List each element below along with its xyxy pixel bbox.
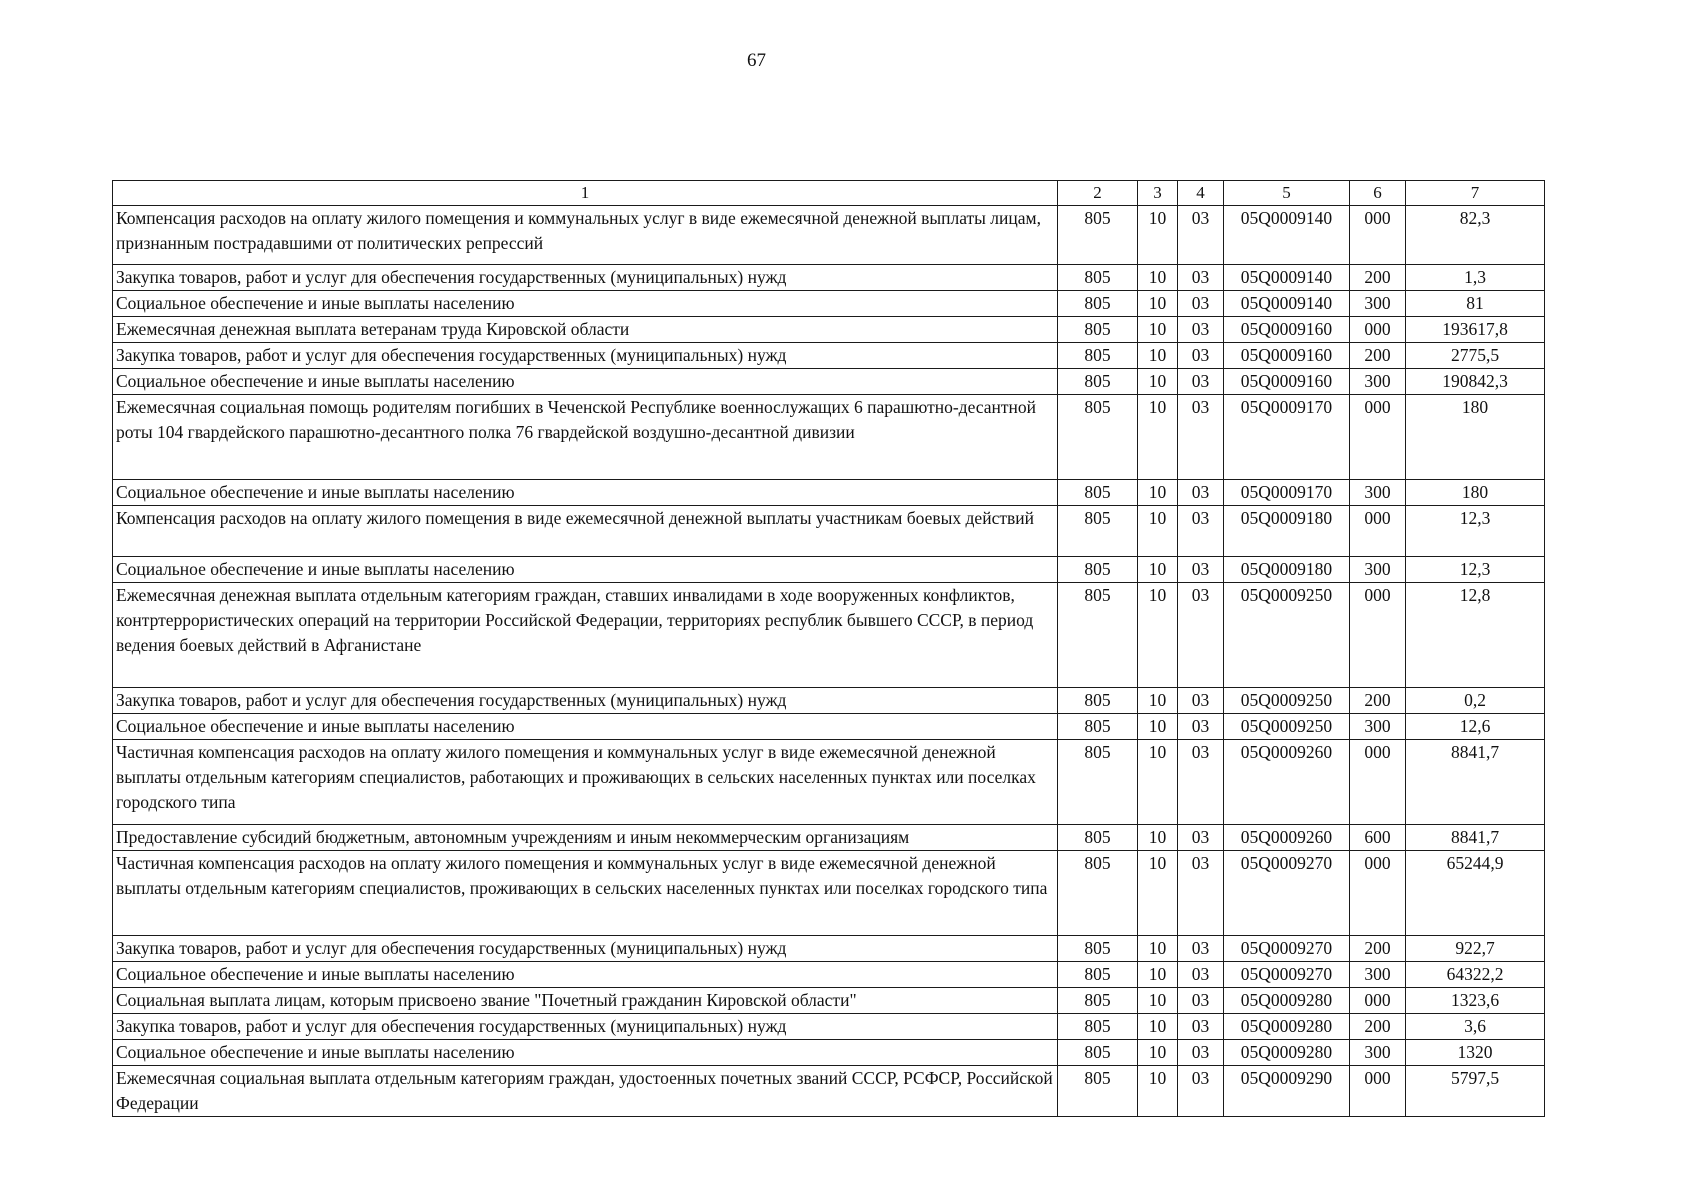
row-admin-code-cell: 805	[1058, 1014, 1138, 1040]
row-name-cell: Социальное обеспечение и иные выплаты населению	[113, 291, 1058, 317]
row-admin-code-cell: 805	[1058, 851, 1138, 936]
row-subsection-cell: 03	[1178, 291, 1224, 317]
row-expense-type-cell: 200	[1350, 343, 1406, 369]
row-expense-type-cell: 300	[1350, 291, 1406, 317]
row-subsection-cell: 03	[1178, 557, 1224, 583]
table-row	[113, 206, 1545, 265]
row-section-cell: 10	[1138, 1066, 1178, 1117]
row-admin-code-cell: 805	[1058, 343, 1138, 369]
row-target-article-cell: 05Q0009140	[1224, 291, 1350, 317]
table-header	[113, 181, 1545, 206]
row-target-article-cell: 05Q0009140	[1224, 265, 1350, 291]
row-admin-code-cell: 805	[1058, 317, 1138, 343]
row-admin-code-cell: 805	[1058, 714, 1138, 740]
row-admin-code-cell: 805	[1058, 395, 1138, 480]
row-name-cell: Социальное обеспечение и иные выплаты населению	[113, 962, 1058, 988]
table-row	[113, 740, 1545, 825]
row-subsection-cell: 03	[1178, 1040, 1224, 1066]
row-expense-type-cell: 000	[1350, 506, 1406, 557]
row-section-cell: 10	[1138, 962, 1178, 988]
header-col-1: 1	[113, 181, 1058, 206]
table-row	[113, 343, 1545, 369]
row-admin-code-cell: 805	[1058, 369, 1138, 395]
row-section-cell: 10	[1138, 343, 1178, 369]
row-expense-type-cell: 300	[1350, 480, 1406, 506]
row-amount-cell: 5797,5	[1406, 1066, 1545, 1117]
row-target-article-cell: 05Q0009270	[1224, 936, 1350, 962]
row-section-cell: 10	[1138, 369, 1178, 395]
row-admin-code-cell: 805	[1058, 265, 1138, 291]
row-section-cell: 10	[1138, 988, 1178, 1014]
table-row	[113, 506, 1545, 557]
row-section-cell: 10	[1138, 557, 1178, 583]
row-expense-type-cell: 200	[1350, 936, 1406, 962]
row-target-article-cell: 05Q0009180	[1224, 557, 1350, 583]
row-target-article-cell: 05Q0009260	[1224, 825, 1350, 851]
row-expense-type-cell: 000	[1350, 583, 1406, 688]
row-section-cell: 10	[1138, 480, 1178, 506]
row-admin-code-cell: 805	[1058, 825, 1138, 851]
row-expense-type-cell: 300	[1350, 962, 1406, 988]
row-subsection-cell: 03	[1178, 506, 1224, 557]
header-row	[113, 181, 1545, 206]
row-admin-code-cell: 805	[1058, 962, 1138, 988]
row-amount-cell: 12,6	[1406, 714, 1545, 740]
header-col-2: 2	[1058, 181, 1138, 206]
row-subsection-cell: 03	[1178, 480, 1224, 506]
row-section-cell: 10	[1138, 1014, 1178, 1040]
row-expense-type-cell: 300	[1350, 714, 1406, 740]
row-amount-cell: 922,7	[1406, 936, 1545, 962]
table-row	[113, 583, 1545, 688]
table-row	[113, 1014, 1545, 1040]
row-admin-code-cell: 805	[1058, 480, 1138, 506]
row-amount-cell: 193617,8	[1406, 317, 1545, 343]
row-subsection-cell: 03	[1178, 317, 1224, 343]
row-subsection-cell: 03	[1178, 740, 1224, 825]
row-expense-type-cell: 000	[1350, 988, 1406, 1014]
row-amount-cell: 12,3	[1406, 557, 1545, 583]
row-subsection-cell: 03	[1178, 1014, 1224, 1040]
table-body	[113, 206, 1545, 1117]
row-amount-cell: 3,6	[1406, 1014, 1545, 1040]
table-row	[113, 714, 1545, 740]
row-admin-code-cell: 805	[1058, 936, 1138, 962]
row-amount-cell: 81	[1406, 291, 1545, 317]
header-col-4: 4	[1178, 181, 1224, 206]
row-section-cell: 10	[1138, 936, 1178, 962]
table-row	[113, 369, 1545, 395]
row-subsection-cell: 03	[1178, 988, 1224, 1014]
table-row	[113, 851, 1545, 936]
row-target-article-cell: 05Q0009140	[1224, 206, 1350, 265]
table-row	[113, 936, 1545, 962]
row-section-cell: 10	[1138, 395, 1178, 480]
row-admin-code-cell: 805	[1058, 740, 1138, 825]
row-expense-type-cell: 000	[1350, 1066, 1406, 1117]
row-target-article-cell: 05Q0009160	[1224, 343, 1350, 369]
row-subsection-cell: 03	[1178, 206, 1224, 265]
row-admin-code-cell: 805	[1058, 506, 1138, 557]
row-expense-type-cell: 000	[1350, 317, 1406, 343]
row-expense-type-cell: 600	[1350, 825, 1406, 851]
row-name-cell: Ежемесячная социальная помощь родителям погибших в Чеченской Республике военнослужащих 6 парашютно-десантной роты 104 гвардейского парашютно-десантного полка 76 гвардейской воздушно-десантной дивизии	[113, 395, 1058, 480]
row-expense-type-cell: 200	[1350, 1014, 1406, 1040]
row-target-article-cell: 05Q0009270	[1224, 962, 1350, 988]
row-target-article-cell: 05Q0009250	[1224, 583, 1350, 688]
row-amount-cell: 8841,7	[1406, 740, 1545, 825]
row-amount-cell: 1,3	[1406, 265, 1545, 291]
row-amount-cell: 12,8	[1406, 583, 1545, 688]
table-row	[113, 962, 1545, 988]
row-subsection-cell: 03	[1178, 583, 1224, 688]
row-subsection-cell: 03	[1178, 369, 1224, 395]
table-row	[113, 1066, 1545, 1117]
row-subsection-cell: 03	[1178, 265, 1224, 291]
row-section-cell: 10	[1138, 740, 1178, 825]
row-amount-cell: 82,3	[1406, 206, 1545, 265]
row-name-cell: Закупка товаров, работ и услуг для обеспечения государственных (муниципальных) нужд	[113, 936, 1058, 962]
row-amount-cell: 0,2	[1406, 688, 1545, 714]
row-section-cell: 10	[1138, 825, 1178, 851]
table-row	[113, 265, 1545, 291]
row-expense-type-cell: 000	[1350, 851, 1406, 936]
row-name-cell: Ежемесячная денежная выплата ветеранам труда Кировской области	[113, 317, 1058, 343]
row-name-cell: Закупка товаров, работ и услуг для обеспечения государственных (муниципальных) нужд	[113, 343, 1058, 369]
row-name-cell: Частичная компенсация расходов на оплату жилого помещения и коммунальных услуг в виде ежемесячной денежной выплаты отдельным категориям специалистов, проживающих в сельских населенных пунктах или поселках городского типа	[113, 851, 1058, 936]
row-expense-type-cell: 200	[1350, 688, 1406, 714]
row-amount-cell: 8841,7	[1406, 825, 1545, 851]
row-section-cell: 10	[1138, 506, 1178, 557]
row-name-cell: Социальное обеспечение и иные выплаты населению	[113, 1040, 1058, 1066]
row-expense-type-cell: 300	[1350, 369, 1406, 395]
row-admin-code-cell: 805	[1058, 206, 1138, 265]
row-section-cell: 10	[1138, 291, 1178, 317]
row-amount-cell: 1323,6	[1406, 988, 1545, 1014]
row-subsection-cell: 03	[1178, 962, 1224, 988]
row-name-cell: Социальное обеспечение и иные выплаты населению	[113, 714, 1058, 740]
table-row	[113, 1040, 1545, 1066]
row-admin-code-cell: 805	[1058, 557, 1138, 583]
table-row	[113, 988, 1545, 1014]
row-target-article-cell: 05Q0009170	[1224, 395, 1350, 480]
header-col-5: 5	[1224, 181, 1350, 206]
row-admin-code-cell: 805	[1058, 1040, 1138, 1066]
page-number: 67	[747, 50, 766, 71]
row-name-cell: Компенсация расходов на оплату жилого помещения в виде ежемесячной денежной выплаты участникам боевых действий	[113, 506, 1058, 557]
row-target-article-cell: 05Q0009260	[1224, 740, 1350, 825]
row-name-cell: Закупка товаров, работ и услуг для обеспечения государственных (муниципальных) нужд	[113, 1014, 1058, 1040]
row-subsection-cell: 03	[1178, 395, 1224, 480]
row-name-cell: Компенсация расходов на оплату жилого помещения и коммунальных услуг в виде ежемесячной денежной выплаты лицам, признанным пострадавшими от политических репрессий	[113, 206, 1058, 265]
row-admin-code-cell: 805	[1058, 1066, 1138, 1117]
row-name-cell: Ежемесячная социальная выплата отдельным категориям граждан, удостоенных почетных званий СССР, РСФСР, Российской Федерации	[113, 1066, 1058, 1117]
row-amount-cell: 2775,5	[1406, 343, 1545, 369]
row-name-cell: Социальная выплата лицам, которым присвоено звание "Почетный гражданин Кировской области"	[113, 988, 1058, 1014]
row-expense-type-cell: 000	[1350, 206, 1406, 265]
row-target-article-cell: 05Q0009280	[1224, 1040, 1350, 1066]
row-target-article-cell: 05Q0009180	[1224, 506, 1350, 557]
row-target-article-cell: 05Q0009290	[1224, 1066, 1350, 1117]
row-expense-type-cell: 000	[1350, 395, 1406, 480]
row-name-cell: Социальное обеспечение и иные выплаты населению	[113, 557, 1058, 583]
row-target-article-cell: 05Q0009160	[1224, 369, 1350, 395]
table-row	[113, 688, 1545, 714]
table-row	[113, 825, 1545, 851]
row-name-cell: Частичная компенсация расходов на оплату жилого помещения и коммунальных услуг в виде ежемесячной денежной выплаты отдельным категориям специалистов, работающих и проживающих в сельских населенных пунктах или поселках городского типа	[113, 740, 1058, 825]
row-name-cell: Социальное обеспечение и иные выплаты населению	[113, 369, 1058, 395]
table-row	[113, 291, 1545, 317]
row-subsection-cell: 03	[1178, 936, 1224, 962]
row-target-article-cell: 05Q0009280	[1224, 1014, 1350, 1040]
table-row	[113, 557, 1545, 583]
row-subsection-cell: 03	[1178, 1066, 1224, 1117]
row-section-cell: 10	[1138, 688, 1178, 714]
row-section-cell: 10	[1138, 317, 1178, 343]
row-admin-code-cell: 805	[1058, 988, 1138, 1014]
row-expense-type-cell: 200	[1350, 265, 1406, 291]
row-target-article-cell: 05Q0009270	[1224, 851, 1350, 936]
row-name-cell: Социальное обеспечение и иные выплаты населению	[113, 480, 1058, 506]
row-amount-cell: 64322,2	[1406, 962, 1545, 988]
row-expense-type-cell: 300	[1350, 557, 1406, 583]
row-admin-code-cell: 805	[1058, 291, 1138, 317]
row-target-article-cell: 05Q0009170	[1224, 480, 1350, 506]
row-name-cell: Предоставление субсидий бюджетным, автономным учреждениям и иным некоммерческим организациям	[113, 825, 1058, 851]
header-col-7: 7	[1406, 181, 1545, 206]
row-amount-cell: 12,3	[1406, 506, 1545, 557]
row-subsection-cell: 03	[1178, 714, 1224, 740]
row-section-cell: 10	[1138, 851, 1178, 936]
row-amount-cell: 1320	[1406, 1040, 1545, 1066]
row-target-article-cell: 05Q0009250	[1224, 688, 1350, 714]
row-name-cell: Ежемесячная денежная выплата отдельным категориям граждан, ставших инвалидами в ходе вооруженных конфликтов, контртеррористических операций на территории Российской Федерации, территориях республик бывшего СССР, в период ведения боевых действий в Афганистане	[113, 583, 1058, 688]
header-col-3: 3	[1138, 181, 1178, 206]
row-target-article-cell: 05Q0009250	[1224, 714, 1350, 740]
row-amount-cell: 180	[1406, 395, 1545, 480]
row-target-article-cell: 05Q0009160	[1224, 317, 1350, 343]
row-subsection-cell: 03	[1178, 825, 1224, 851]
row-section-cell: 10	[1138, 1040, 1178, 1066]
row-name-cell: Закупка товаров, работ и услуг для обеспечения государственных (муниципальных) нужд	[113, 265, 1058, 291]
table-row	[113, 480, 1545, 506]
row-subsection-cell: 03	[1178, 851, 1224, 936]
row-subsection-cell: 03	[1178, 343, 1224, 369]
header-col-6: 6	[1350, 181, 1406, 206]
row-section-cell: 10	[1138, 265, 1178, 291]
row-section-cell: 10	[1138, 714, 1178, 740]
table-row	[113, 395, 1545, 480]
row-admin-code-cell: 805	[1058, 583, 1138, 688]
row-subsection-cell: 03	[1178, 688, 1224, 714]
row-name-cell: Закупка товаров, работ и услуг для обеспечения государственных (муниципальных) нужд	[113, 688, 1058, 714]
row-amount-cell: 190842,3	[1406, 369, 1545, 395]
row-expense-type-cell: 000	[1350, 740, 1406, 825]
row-section-cell: 10	[1138, 583, 1178, 688]
budget-table	[112, 180, 1545, 1117]
row-section-cell: 10	[1138, 206, 1178, 265]
row-expense-type-cell: 300	[1350, 1040, 1406, 1066]
row-amount-cell: 65244,9	[1406, 851, 1545, 936]
table-row	[113, 317, 1545, 343]
row-admin-code-cell: 805	[1058, 688, 1138, 714]
row-amount-cell: 180	[1406, 480, 1545, 506]
row-target-article-cell: 05Q0009280	[1224, 988, 1350, 1014]
